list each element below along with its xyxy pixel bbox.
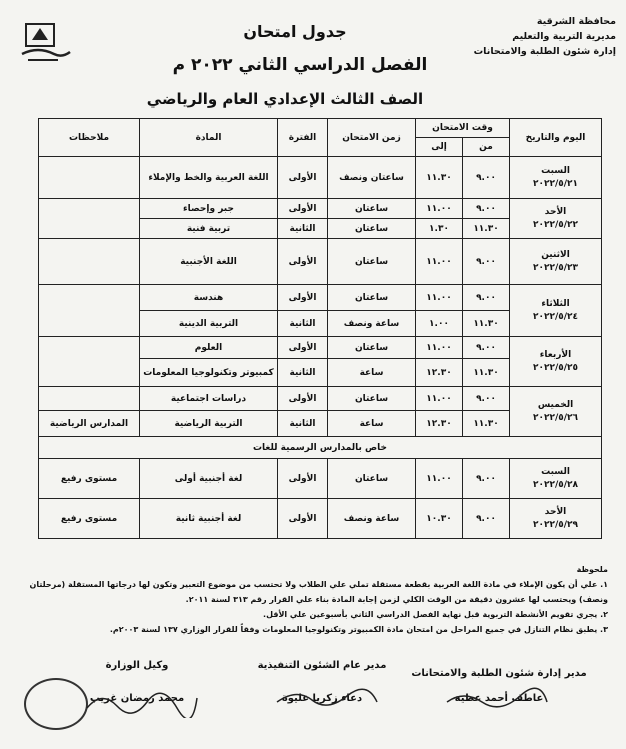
duration-cell: ساعتان xyxy=(328,337,416,359)
from-cell: ١١.٣٠ xyxy=(463,311,510,337)
note-cell xyxy=(39,199,140,239)
subject-cell: اللغة الأجنبية xyxy=(140,239,278,285)
table-row xyxy=(39,387,602,411)
subject-cell: التربية الرياضية xyxy=(140,411,278,437)
to-cell: ١.٠٠ xyxy=(416,311,463,337)
subject-cell: اللغة العربية والخط والإملاء xyxy=(140,157,278,199)
duration-cell: ساعتان xyxy=(328,387,416,411)
period-cell: الأولى xyxy=(278,285,328,311)
day-date: ٢٠٢٢/٥/٢٦ xyxy=(533,412,579,423)
day-name: السبت xyxy=(541,165,570,176)
to-cell: ١٢.٣٠ xyxy=(416,359,463,387)
period-cell: الثانية xyxy=(278,411,328,437)
language-schools-heading: خاص بالمدارس الرسمية للغات xyxy=(39,437,602,459)
table-row xyxy=(39,199,602,219)
doc-title: جدول امتحان xyxy=(243,22,347,41)
note-cell xyxy=(39,387,140,411)
note-cell xyxy=(39,239,140,285)
signature-scribble-icon xyxy=(272,684,382,712)
col-notes: ملاحظات xyxy=(39,119,140,157)
day-date: ٢٠٢٢/٥/٢٢ xyxy=(533,219,579,230)
grade-title: الصف الثالث الإعدادي العام والرياضي xyxy=(146,90,424,108)
official-stamp-icon xyxy=(24,678,88,730)
day-date: ٢٠٢٢/٥/٢٥ xyxy=(533,362,579,373)
col-exam-time: وقت الامتحان xyxy=(416,119,510,138)
period-cell: الأولى xyxy=(278,499,328,539)
to-cell: ١١.٣٠ xyxy=(416,157,463,199)
office-line: محافظة الشرقية xyxy=(536,16,616,27)
period-cell: الأولى xyxy=(278,199,328,219)
signatory-title: مدير عام الشئون التنفيذية xyxy=(257,660,387,671)
day-name: السبت xyxy=(541,466,570,477)
note-item: ٣. يطبق نظام التنازل في جميع المراحل من امتحان مادة الكمبيوتر وتكنولوجيا المعلومات وفقاً للقرار الوزاري ١٣٧ لسنة ٢٠٠٣م. xyxy=(109,625,608,634)
office-line: مديرية التربية والتعليم xyxy=(512,31,616,42)
period-cell: الثانية xyxy=(278,219,328,239)
day-date: ٢٠٢٢/٥/٢٨ xyxy=(533,479,579,490)
from-cell: ١١.٣٠ xyxy=(463,219,510,239)
duration-cell: ساعتان ونصف xyxy=(328,157,416,199)
from-cell: ٩.٠٠ xyxy=(463,499,510,539)
to-cell: ١.٣٠ xyxy=(416,219,463,239)
note-cell xyxy=(39,157,140,199)
subject-cell: دراسات اجتماعية xyxy=(140,387,278,411)
col-subject: المادة xyxy=(140,119,278,157)
from-cell: ٩.٠٠ xyxy=(463,337,510,359)
signatory-title: وكيل الوزارة xyxy=(105,660,169,671)
period-cell: الأولى xyxy=(278,459,328,499)
duration-cell: ساعتان xyxy=(328,459,416,499)
to-cell: ١١.٠٠ xyxy=(416,285,463,311)
signatures xyxy=(12,660,622,740)
day-cell xyxy=(510,459,602,499)
duration-cell: ساعتان xyxy=(328,285,416,311)
table-row xyxy=(39,239,602,285)
ministry-logo-icon xyxy=(18,20,73,65)
signatory-name: عاطف أحمد عطية xyxy=(454,693,544,704)
table-row xyxy=(39,285,602,311)
subject-cell: تربية فنية xyxy=(140,219,278,239)
day-cell xyxy=(510,499,602,539)
day-name: الاثنين xyxy=(541,249,570,260)
to-cell: ١١.٠٠ xyxy=(416,337,463,359)
day-cell xyxy=(510,337,602,387)
table-row xyxy=(39,157,602,199)
duration-cell: ساعتان xyxy=(328,239,416,285)
col-period: الفترة xyxy=(278,119,328,157)
to-cell: ١١.٠٠ xyxy=(416,387,463,411)
col-duration: زمن الامتحان xyxy=(328,119,416,157)
day-cell xyxy=(510,285,602,337)
from-cell: ٩.٠٠ xyxy=(463,285,510,311)
signatory-name: محمد رمضان غريب xyxy=(89,693,185,704)
to-cell: ١١.٠٠ xyxy=(416,459,463,499)
note-cell: مستوى رفيع xyxy=(39,459,140,499)
day-cell xyxy=(510,199,602,239)
day-cell xyxy=(510,387,602,437)
day-cell xyxy=(510,239,602,285)
col-from: من xyxy=(463,138,510,157)
table-row xyxy=(39,337,602,359)
day-name: الأربعاء xyxy=(539,349,572,360)
subject-cell: لغة أجنبية ثانية xyxy=(140,499,278,539)
to-cell: ١١.٠٠ xyxy=(416,239,463,285)
section-header-row xyxy=(39,437,602,459)
note-cell: المدارس الرياضية xyxy=(39,411,140,437)
from-cell: ٩.٠٠ xyxy=(463,387,510,411)
duration-cell: ساعة xyxy=(328,411,416,437)
signature-scribble-icon xyxy=(442,686,552,712)
notes-heading: ملحوظة xyxy=(576,565,608,574)
notes-section xyxy=(20,562,608,637)
period-cell: الثانية xyxy=(278,359,328,387)
duration-cell: ساعة ونصف xyxy=(328,311,416,337)
from-cell: ١١.٣٠ xyxy=(463,411,510,437)
subject-cell: التربية الدينية xyxy=(140,311,278,337)
col-day: اليوم والتاريخ xyxy=(510,119,602,157)
day-name: الأحد xyxy=(544,206,567,217)
period-cell: الأولى xyxy=(278,239,328,285)
table-row xyxy=(39,459,602,499)
note-cell: مستوى رفيع xyxy=(39,499,140,539)
issuing-office xyxy=(446,14,616,59)
from-cell: ٩.٠٠ xyxy=(463,239,510,285)
from-cell: ٩.٠٠ xyxy=(463,459,510,499)
to-cell: ١١.٠٠ xyxy=(416,199,463,219)
day-name: الثلاثاء xyxy=(541,298,570,309)
to-cell: ١٢.٣٠ xyxy=(416,411,463,437)
period-cell: الأولى xyxy=(278,337,328,359)
day-date: ٢٠٢٢/٥/٢١ xyxy=(533,178,579,189)
to-cell: ١٠.٣٠ xyxy=(416,499,463,539)
note-cell xyxy=(39,337,140,387)
subject-cell: هندسة xyxy=(140,285,278,311)
note-cell xyxy=(39,285,140,337)
day-name: الأحد xyxy=(544,506,567,517)
day-cell xyxy=(510,157,602,199)
day-date: ٢٠٢٢/٥/٢٤ xyxy=(533,311,579,322)
signatory-title: مدير إدارة شئون الطلبة والامتحانات xyxy=(411,668,587,679)
note-item: ٢. يجري تقويم الأنشطة التربوية قبل نهاية الفصل الدراسي الثاني بأسبوعين علي الأقل. xyxy=(263,610,608,619)
from-cell: ٩.٠٠ xyxy=(463,199,510,219)
period-cell: الأولى xyxy=(278,157,328,199)
term-title: الفصل الدراسي الثاني ٢٠٢٢ م xyxy=(172,55,428,75)
col-to: إلى xyxy=(416,138,463,157)
exam-schedule-table xyxy=(38,118,602,539)
period-cell: الأولى xyxy=(278,387,328,411)
duration-cell: ساعتان xyxy=(328,199,416,219)
from-cell: ١١.٣٠ xyxy=(463,359,510,387)
duration-cell: ساعة xyxy=(328,359,416,387)
signatory-name: دعاء زكريا عليوة xyxy=(281,693,363,704)
subject-cell: جبر وإحصاء xyxy=(140,199,278,219)
period-cell: الثانية xyxy=(278,311,328,337)
subject-cell: العلوم xyxy=(140,337,278,359)
note-item: ١. علي أن يكون الإملاء في مادة اللغة العربية بقطعة مستقلة تملي علي الطلاب ولا تحتسب من موضوع التعبير وتكون لها درجاتها المستقلة (مرحلتان ونصف) ويحتسب لها عشرون دقيقة من الوقت الكلي لزمن إجابة المادة بناء علي القرار رقم ٣١٣ لسنة ٢٠١١. xyxy=(29,580,608,604)
duration-cell: ساعتان xyxy=(328,219,416,239)
signature-scribble-icon xyxy=(82,688,202,718)
subject-cell: كمبيوتر وتكنولوجيا المعلومات xyxy=(140,359,278,387)
office-line: إدارة شئون الطلبة والامتحانات xyxy=(473,46,616,57)
table-row xyxy=(39,499,602,539)
subject-cell: لغة أجنبية أولى xyxy=(140,459,278,499)
day-name: الخميس xyxy=(537,399,574,410)
day-date: ٢٠٢٢/٥/٢٩ xyxy=(533,519,579,530)
day-date: ٢٠٢٢/٥/٢٣ xyxy=(533,262,579,273)
duration-cell: ساعة ونصف xyxy=(328,499,416,539)
from-cell: ٩.٠٠ xyxy=(463,157,510,199)
